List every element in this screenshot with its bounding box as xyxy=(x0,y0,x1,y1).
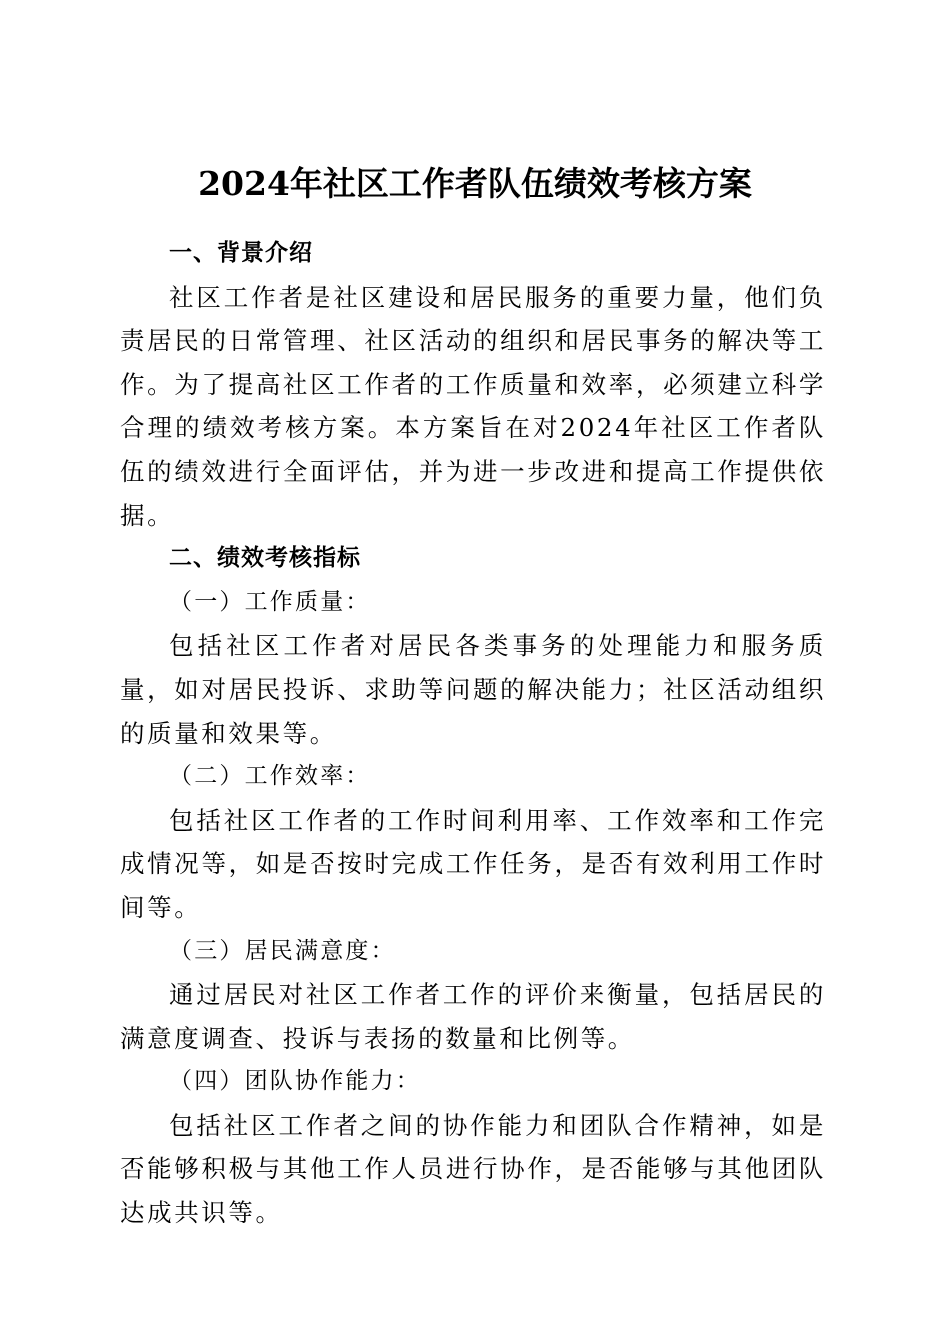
subheading-teamwork: （四）团队协作能力： xyxy=(169,1068,421,1095)
work-efficiency-paragraph: 包括社区工作者的工作时间利用率、工作效率和工作完成情况等，如是否按时完成工作任务，是否有效利用工作时间等。 xyxy=(120,805,826,922)
teamwork-paragraph: 包括社区工作者之间的协作能力和团队合作精神，如是否能够积极与其他工作人员进行协作，是否能够与其他团队达成共识等。 xyxy=(120,1110,826,1228)
background-paragraph: 社区工作者是社区建设和居民服务的重要力量，他们负责居民的日常管理、社区活动的组织和居民事务的解决等工作。为了提高社区工作者的工作质量和效率，必须建立科学合理的绩效考核方案。本方案旨在对2024年社区工作者队伍的绩效进行全面评估，并为进一步改进和提高工作提供依据。 xyxy=(120,282,826,530)
subheading-work-efficiency: （二）工作效率： xyxy=(169,763,371,790)
subheading-work-quality: （一）工作质量： xyxy=(169,588,371,615)
document-title: 2024年社区工作者队伍绩效考核方案 xyxy=(198,164,752,204)
section-heading-indicators: 二、绩效考核指标 xyxy=(169,545,361,572)
resident-satisfaction-paragraph: 通过居民对社区工作者工作的评价来衡量，包括居民的满意度调查、投诉与表扬的数量和比例等。 xyxy=(120,980,826,1053)
document-body xyxy=(120,232,826,1235)
subheading-resident-satisfaction: （三）居民满意度： xyxy=(169,937,396,964)
work-quality-paragraph: 包括社区工作者对居民各类事务的处理能力和服务质量，如对居民投诉、求助等问题的解决能力；社区活动组织的质量和效果等。 xyxy=(120,631,826,748)
section-heading-background: 一、背景介绍 xyxy=(169,240,313,266)
